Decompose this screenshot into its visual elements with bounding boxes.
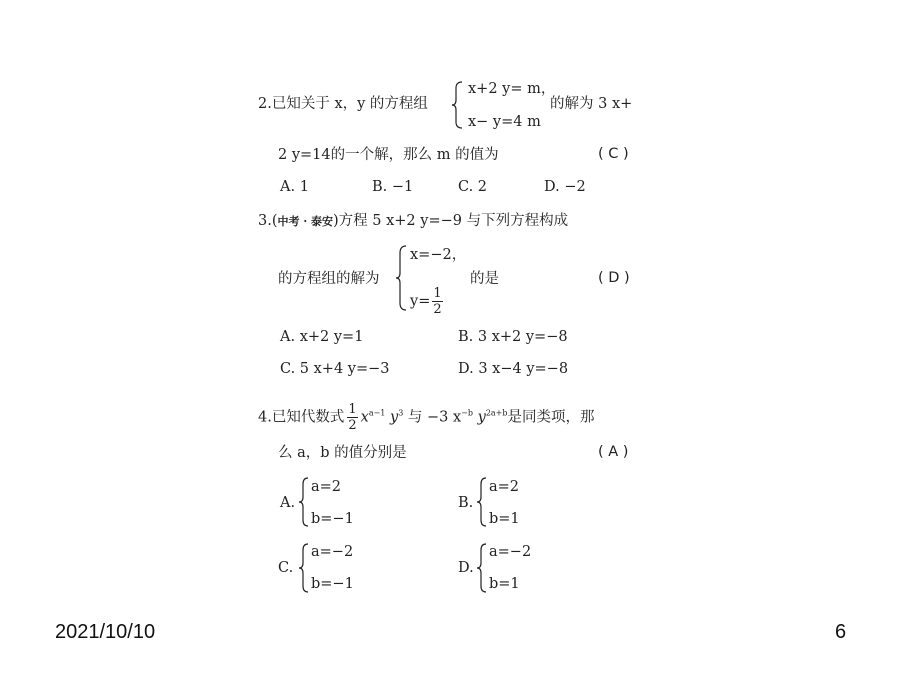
q3-option-a: A. x+2 y=1 <box>280 329 364 345</box>
q3-fraction-numerator: 1 <box>433 286 442 301</box>
q3-eq2-lhs: y= <box>410 293 431 310</box>
q4-option-b-label: B. <box>458 495 474 511</box>
q3-option-d: D. 3 x−4 y=−8 <box>458 361 569 377</box>
slide-page-number: 6 <box>835 621 847 643</box>
q4-answer: ( A ) <box>598 444 629 460</box>
q3-system-brace <box>394 244 408 312</box>
q4-mid: 与 −3 x <box>407 409 462 426</box>
q3-answer: ( D ) <box>598 270 630 286</box>
q3-system-eq2 <box>410 286 443 317</box>
q4-option-c-eq1: a=−2 <box>311 544 354 560</box>
q4-option-a-eq2: b=−1 <box>311 511 354 527</box>
q4-option-a-eq1: a=2 <box>311 479 342 495</box>
q4-fraction-numerator: 1 <box>348 402 357 417</box>
q4-expr2-yexp: 2a+b <box>485 408 508 418</box>
q3-fraction-denominator: 2 <box>433 302 442 317</box>
q3-prefix: 3.( <box>258 213 278 229</box>
q4-option-a-label: A. <box>280 495 296 511</box>
q4-option-b-brace <box>476 476 488 528</box>
q4-option-b-eq2: b=1 <box>489 511 520 527</box>
q4-expr1-y: y <box>389 409 399 426</box>
q3-line2-prefix: 的方程组的解为 <box>278 271 380 287</box>
q2-line2: 2 y=14的一个解，那么 m 的值为 <box>278 147 499 163</box>
q4-fraction-denominator: 2 <box>348 418 357 433</box>
q4-option-d-eq1: a=−2 <box>489 544 532 560</box>
q2-option-b: B. −1 <box>372 179 414 195</box>
q3-source-tag: 中考 · 泰安 <box>277 215 333 228</box>
q2-line1-suffix: 的解为 3 x+ <box>550 96 633 112</box>
q3-line1 <box>258 212 568 231</box>
q4-option-d-label: D. <box>458 560 474 576</box>
q3-option-b: B. 3 x+2 y=−8 <box>458 329 568 345</box>
q3-line2-suffix: 的是 <box>470 271 499 287</box>
q4-option-c-eq2: b=−1 <box>311 576 354 592</box>
q2-system-eq2: x− y=4 m <box>468 114 541 130</box>
q3-system-eq1: x=−2， <box>410 247 467 263</box>
q2-system-eq1: x+2 y= m， <box>468 81 556 97</box>
q4-fraction <box>347 402 357 433</box>
q4-option-c-brace <box>298 542 310 594</box>
q3-line1-rest: )方程 5 x+2 y=−9 与下列方程构成 <box>333 213 569 229</box>
q3-fraction <box>432 286 442 317</box>
q4-prefix: 4.已知代数式 <box>258 409 345 426</box>
q4-expr2-y: y <box>477 409 486 426</box>
q4-option-d-brace <box>476 542 488 594</box>
q4-expr1-yexp: 3 <box>398 408 404 418</box>
q4-option-b-eq1: a=2 <box>489 479 520 495</box>
q4-option-d-eq2: b=1 <box>489 576 520 592</box>
q4-line2: 么 a，b 的值分别是 <box>278 445 407 461</box>
slide-date: 2021/10/10 <box>55 621 156 643</box>
q4-line1 <box>258 402 595 433</box>
q2-option-d: D. −2 <box>544 179 586 195</box>
q2-line1-prefix: 2.已知关于 x，y 的方程组 <box>258 96 428 112</box>
q4-suffix: 是同类项，那 <box>507 409 595 426</box>
q4-expr2-exp: −b <box>461 408 473 418</box>
q2-option-c: C. 2 <box>458 179 488 195</box>
q2-system-brace <box>450 80 464 130</box>
q2-answer: ( C ) <box>598 146 629 162</box>
q4-option-a-brace <box>298 476 310 528</box>
q4-expr1-base: x <box>360 409 369 426</box>
q4-option-c-label: C. <box>278 560 294 576</box>
q3-option-c: C. 5 x+4 y=−3 <box>280 361 390 377</box>
q2-option-a: A. 1 <box>280 179 309 195</box>
q4-expr1-exp: a−1 <box>368 408 386 418</box>
